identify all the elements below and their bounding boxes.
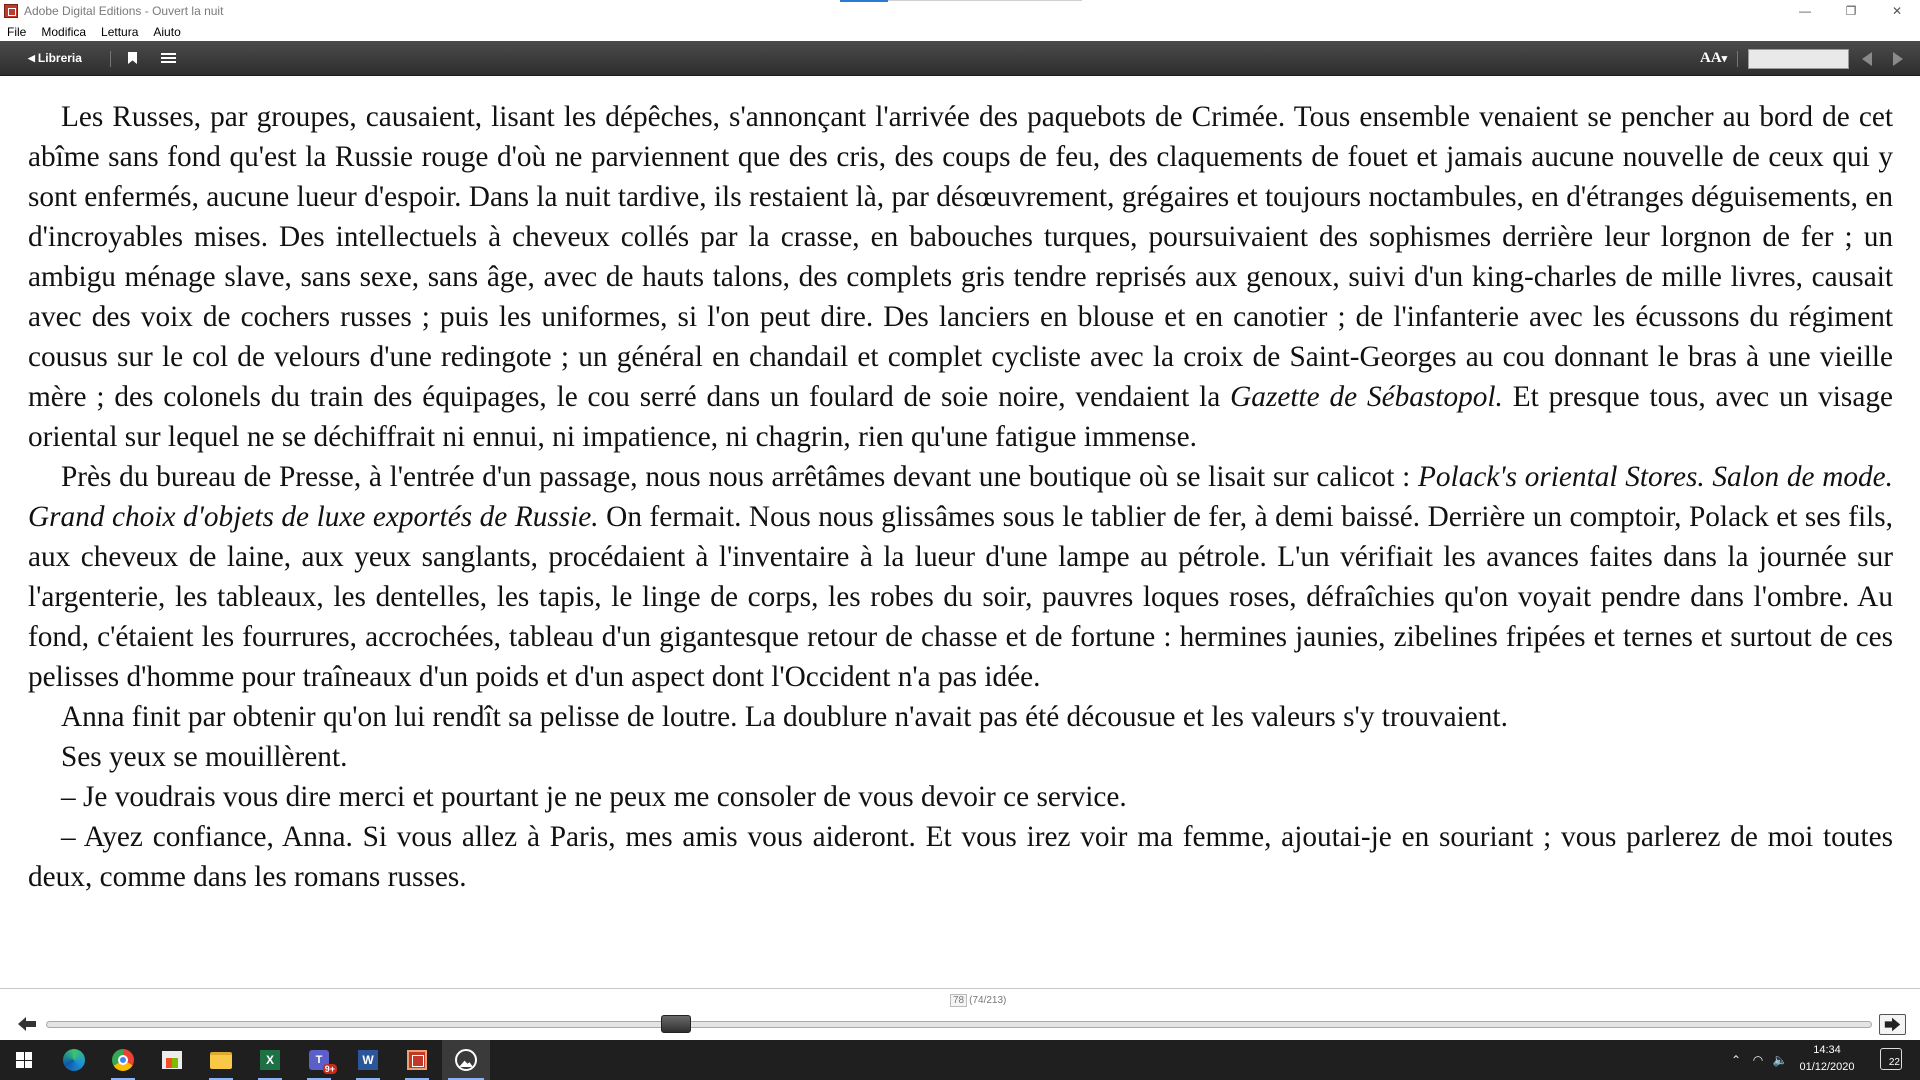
- search-input[interactable]: [1748, 49, 1849, 69]
- title-bar: [0, 0, 1920, 22]
- window-title: Adobe Digital Editions - Ouvert la nuit: [24, 4, 224, 18]
- italic-text: Polack's oriental Stores. Salon de mode. Grand choix d'objets de luxe exportés de Russie.: [28, 461, 1893, 533]
- page-indicator: [950, 994, 1006, 1007]
- italic-text: Gazette de Sébastopol.: [1230, 381, 1503, 413]
- photos-icon: [455, 1049, 477, 1071]
- wifi-icon[interactable]: ◠: [1752, 1053, 1764, 1067]
- paragraph-text: Et presque tous, avec un visage oriental sur lequel ne se déchiffrait ni ennui, ni impatience, ni chagrin, rien qu'une fatigue immense.: [28, 381, 1893, 453]
- bookmark-icon[interactable]: [128, 52, 137, 64]
- toolbar-divider: [1737, 51, 1738, 67]
- volume-icon[interactable]: 🔈: [1772, 1053, 1788, 1067]
- font-size-label: AA: [1700, 50, 1722, 66]
- excel-icon: X: [260, 1050, 280, 1070]
- paragraph-text: – Je voudrais vous dire merci et pourtant je ne peux me consoler de vous devoir ce service.: [61, 781, 1127, 813]
- tray-chevron-icon[interactable]: ⌃: [1730, 1053, 1742, 1067]
- adobe-digital-editions-icon: [407, 1050, 427, 1070]
- menu-bar: [0, 22, 1920, 41]
- close-button[interactable]: ✕: [1891, 4, 1903, 18]
- previous-result-icon[interactable]: [1862, 52, 1872, 66]
- forward-arrow-icon: [1880, 1015, 1905, 1034]
- back-arrow-icon[interactable]: [18, 1017, 36, 1031]
- teams-notification-badge: 9+: [324, 1064, 335, 1074]
- library-label: Libreria: [37, 51, 82, 65]
- book-paragraph: [28, 777, 1893, 817]
- font-size-button[interactable]: AA▾: [1700, 50, 1728, 66]
- paragraph-text: – Ayez confiance, Anna. Si vous allez à Paris, mes amis vous aideront. Et vous irez voir ma femme, ajoutai-je en souriant ; vous parlerez de moi toutes deux, comme dans les romans russes.: [28, 821, 1893, 893]
- paragraph-text: Les Russes, par groupes, causaient, lisant les dépêches, s'annonçant l'arrivée des paquebots de Crimée. Tous ensemble venaient se pencher au bord de cet abîme sans fond qu'est la Russie rouge d'où ne parviennent que des cris, des coups de feu, des claquements de fouet et jamais aucune nouvelle de ceux qui y sont enfermés, aucune lueur d'espoir. Dans la nuit tardive, ils restaient là, par désœuvrement, grégaires et toujours noctambules, en d'étranges déguisements, en d'incroyables mises. Des intellectuels à cheveux collés par la crasse, en babouches turques, poursuivaient des sophismes derrière leur lorgnon de fer ; un ambigu ménage slave, sans sexe, sans âge, avec de hauts talons, des complets gris tendre reprisés aux genoux, suivi d'un king-charles de mille livres, causait avec des voix de cochers russes ; puis les uniformes, si l'on peut dire. Des lanciers en blouse et en canotier ; de l'infanterie avec les écussons du régiment cousus sur le col de velours d'une redingote ; un général en chandail et complet cycliste avec la croix de Saint-Georges au cou donnant le bras à une vieille mère ; des colonels du train des équipages, le cou serré dans un foulard de soie noire, vendaient la: [28, 101, 1893, 413]
- library-button[interactable]: [28, 49, 82, 67]
- reader-toolbar: [0, 41, 1920, 76]
- page-slider-track[interactable]: [46, 1021, 1872, 1028]
- teams-letter: T: [315, 1054, 323, 1066]
- taskbar-clock[interactable]: [1792, 1042, 1862, 1076]
- current-page-number: 78: [950, 994, 967, 1007]
- title-accent-bar: [840, 0, 888, 2]
- teams-icon: [309, 1050, 335, 1074]
- toolbar-divider: [110, 51, 111, 67]
- menu-file[interactable]: File: [7, 24, 27, 39]
- store-icon: [162, 1051, 182, 1069]
- word-icon: W: [358, 1050, 378, 1070]
- table-of-contents-icon[interactable]: [161, 53, 176, 65]
- taskbar-file-explorer[interactable]: [197, 1040, 245, 1080]
- minimize-button[interactable]: —: [1799, 4, 1811, 18]
- window-controls: [1782, 0, 1920, 22]
- book-text-area: [28, 97, 1893, 977]
- adobe-digital-editions-app-icon: [4, 4, 18, 18]
- paragraph-text: Près du bureau de Presse, à l'entrée d'un passage, nous nous arrêtâmes devant une boutique où se lisait sur calicot :: [61, 461, 1419, 493]
- edge-icon: [63, 1049, 85, 1071]
- taskbar-edge[interactable]: [50, 1040, 98, 1080]
- taskbar-adobe-digital-editions[interactable]: [393, 1040, 441, 1080]
- taskbar-excel[interactable]: [246, 1040, 294, 1080]
- taskbar-teams[interactable]: [295, 1040, 343, 1080]
- taskbar-word[interactable]: [344, 1040, 392, 1080]
- book-paragraph: [28, 817, 1893, 897]
- taskbar-chrome[interactable]: [99, 1040, 147, 1080]
- file-explorer-icon: [210, 1052, 232, 1069]
- menu-lettura[interactable]: Lettura: [101, 24, 139, 39]
- forward-button[interactable]: [1879, 1014, 1906, 1035]
- clock-time: 14:34: [1813, 1044, 1841, 1056]
- taskbar-photos[interactable]: [442, 1040, 490, 1080]
- page-slider-thumb[interactable]: [661, 1015, 691, 1033]
- windows-taskbar: [0, 1040, 1920, 1080]
- paragraph-text: On fermait. Nous nous glissâmes sous le tablier de fer, à demi baissé. Derrière un comptoir, Polack et ses fils, aux cheveux de laine, aux yeux sanglants, procédaient à l'inventaire à la lueur d'une lampe au pétrole. L'un vérifiait les avances faites dans la journée sur l'argenterie, les tableaux, les dentelles, les tapis, le linge de corps, les robes du soir, pauvres loques roses, défraîchies qu'on voyait pendre dans l'ombre. Au fond, c'étaient les fourrures, accrochées, tableau d'un gigantesque retour de chasse et de fortune : hermines jaunies, zibelines fripées et ternes et surtout de ces pelisses d'homme pour traîneaux d'un poids et d'un aspect dont l'Occident n'a pas idée.: [28, 501, 1893, 693]
- start-button[interactable]: [0, 1040, 48, 1080]
- page-of-total: (74/213): [969, 995, 1007, 1006]
- title-divider: [888, 0, 1082, 1]
- book-paragraph: [28, 697, 1893, 737]
- clock-date: 01/12/2020: [1799, 1061, 1855, 1073]
- notification-center-icon[interactable]: 22: [1880, 1048, 1902, 1070]
- chrome-icon: [112, 1049, 134, 1071]
- paragraph-text: Ses yeux se mouillèrent.: [61, 741, 348, 773]
- paragraph-text: Anna finit par obtenir qu'on lui rendît sa pelisse de loutre. La doublure n'avait pas été décousue et les valeurs s'y trouvaient.: [61, 701, 1508, 733]
- taskbar-store[interactable]: [148, 1040, 196, 1080]
- page-separator: [0, 988, 1920, 989]
- back-triangle-icon: ◀: [28, 52, 35, 63]
- menu-modifica[interactable]: Modifica: [41, 24, 87, 39]
- next-result-icon[interactable]: [1893, 52, 1903, 66]
- system-tray: [1725, 1040, 1791, 1080]
- book-paragraph: [28, 457, 1893, 697]
- book-paragraph: [28, 97, 1893, 457]
- windows-start-icon: [16, 1052, 32, 1068]
- restore-button[interactable]: ❐: [1845, 4, 1857, 18]
- book-paragraph: [28, 737, 1893, 777]
- menu-aiuto[interactable]: Aiuto: [153, 24, 181, 39]
